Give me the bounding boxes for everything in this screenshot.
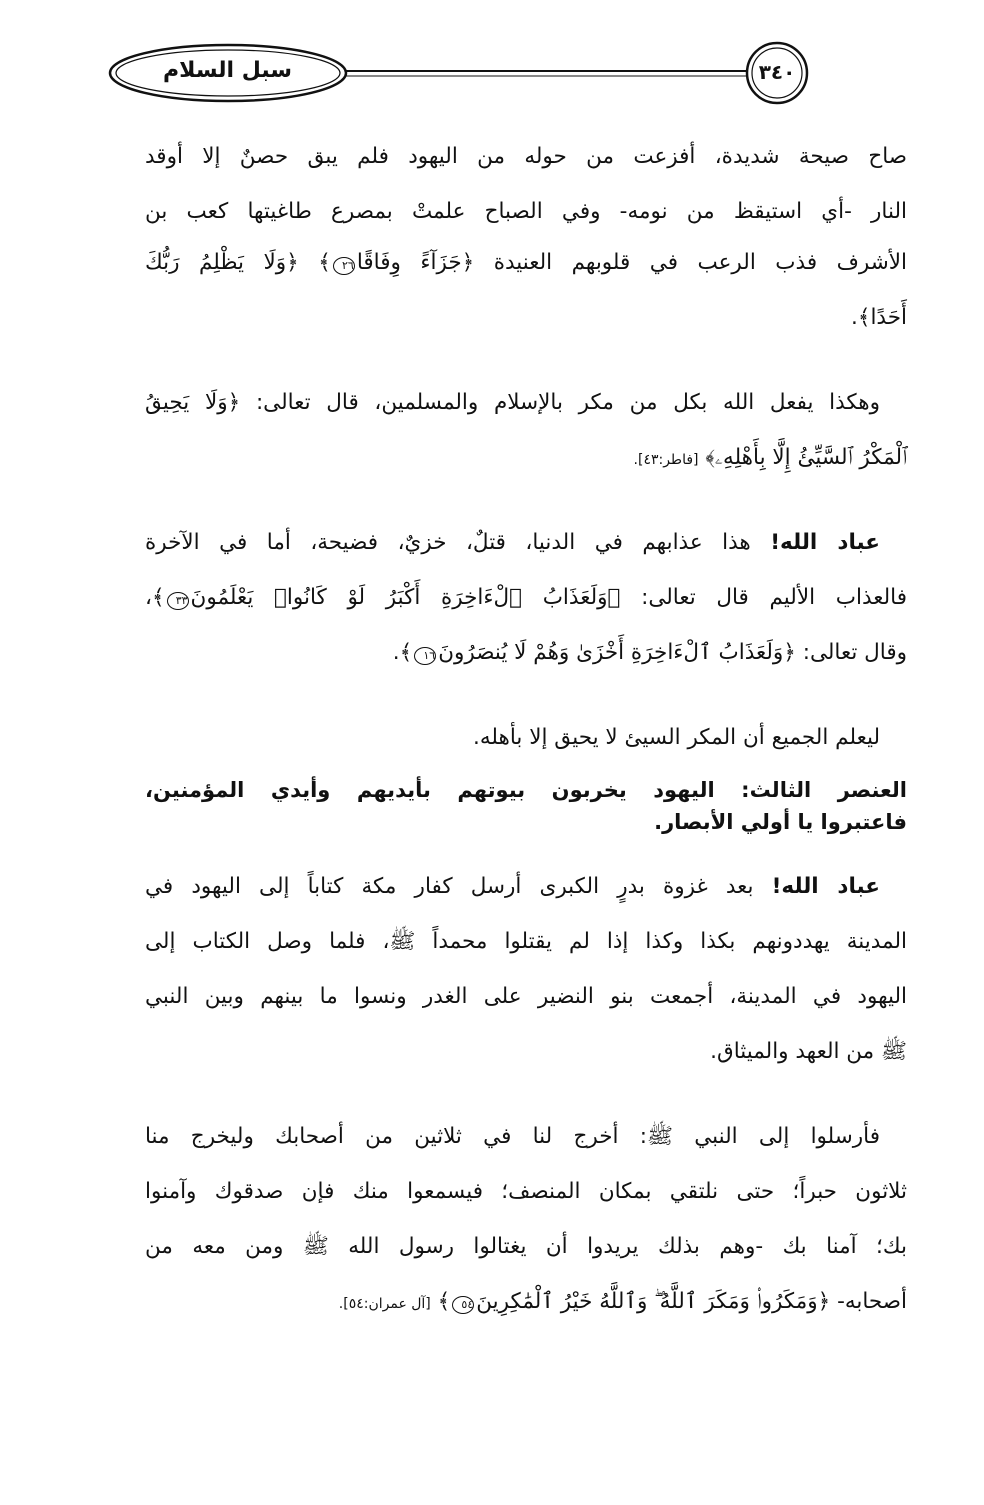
text-span: بعد غزوة بدرٍ الكبرى أرسل كفار مكة كتاباً إلى اليهود في: [145, 874, 772, 899]
quran-verse: ٱلْمَكْرُ ٱلسَّيِّئُ إِلَّا بِأَهْلِهِۦ﴾: [705, 445, 907, 470]
verse-number-marker: ٢٦: [333, 257, 355, 275]
quran-verse: ﴾ ﴿وَلَا يَظْلِمُ رَبُّكَ: [145, 250, 331, 275]
verse-close: ﴾،: [145, 585, 165, 610]
quran-verse: وقال تعالى: ﴿وَلَعَذَابُ ٱلْءَاخِرَةِ أَخْزَىٰ وَهُمْ لَا يُنصَرُونَ: [438, 640, 907, 665]
quran-verse: فالعذاب الأليم قال تعالى: ﴿وَلَعَذَابُ ٱلْءَاخِرَةِ أَكْبَرُ لَوْ كَانُوا۟ يَعْلَمُونَ: [190, 585, 907, 610]
section-heading: العنصر الثالث: اليهود يخربون بيوتهم بأيديهم وأيدي المؤمنين،: [145, 778, 907, 802]
text-span: هذا عذابهم في الدنيا، قتلٌ، خزيٌ، فضيحة، أما في الآخرة: [145, 530, 771, 555]
text-line: [145, 527, 880, 559]
verse-number-marker: ٥٤: [452, 1296, 474, 1314]
text-line: النار -أي استيقظ من نومه- وفي الصباح علمتْ بمصرع طاغيتها كعب بن: [145, 199, 907, 224]
quran-verse: أصحابه- ﴿وَمَكَرُوا۟ وَمَكَرَ ٱللَّهُ ۖ وَٱللَّهُ خَيْرُ ٱلْمَٰكِرِينَ: [476, 1289, 907, 1314]
lead-phrase: عباد الله!: [770, 530, 880, 555]
text-line: ليعلم الجميع أن المكر السيئ لا يحيق إلا بأهله.: [473, 725, 880, 750]
text-line: [145, 871, 880, 903]
section-heading: فاعتبروا يا أولي الأبصار.: [654, 810, 907, 834]
verse-reference: [آل عمران:٥٤].: [338, 1296, 431, 1312]
text-line: المدينة يهددونهم بكذا وكذا إذا لم يقتلوا محمداً ﷺ، فلما وصل الكتاب إلى: [145, 929, 907, 954]
verse-close: ﴾: [437, 1289, 451, 1314]
lead-phrase: عباد الله!: [771, 874, 880, 899]
verse-number-marker: ١٦: [414, 647, 436, 665]
text-line: [145, 1286, 907, 1320]
text-line: صاح صيحة شديدة، أفزعت من حوله من اليهود فلم يبق حصنٌ إلا أوقد: [145, 144, 907, 169]
text-line: بك؛ آمنا بك -وهم بذلك يريدوا أن يغتالوا رسول الله ﷺ ومن معه من: [145, 1234, 907, 1259]
page-header: [0, 0, 984, 130]
book-title: سبل السلام: [163, 58, 292, 83]
text-line: أَحَدًا﴾.: [851, 305, 907, 330]
text-line: [145, 582, 907, 614]
text-line: وهكذا يفعل الله بكل من مكر بالإسلام والمسلمين، قال تعالى: ﴿وَلَا يَحِيقُ: [145, 390, 880, 415]
text-line: فأرسلوا إلى النبي ﷺ: أخرج لنا في ثلاثين من أصحابك وليخرج منا: [145, 1124, 880, 1149]
text-line: ﷺ من العهد والميثاق.: [710, 1039, 907, 1064]
verse-close: ﴾.: [392, 640, 413, 665]
text-line: ثلاثون حبراً؛ حتى نلتقي بمكان المنصف؛ فيسمعوا منك فإن صدقوك وآمنوا: [145, 1179, 907, 1204]
page-number: ٣٤٠: [758, 60, 796, 84]
verse-reference: [فاطر:٤٣].: [633, 452, 699, 468]
text-line: [145, 637, 907, 669]
text-line: [145, 247, 907, 279]
verse-number-marker: ٣٣: [167, 592, 189, 610]
text-line: [145, 442, 907, 476]
text-line: اليهود في المدينة، أجمعت بنو النضير على الغدر ونسوا ما بينهم وبين النبي: [145, 984, 907, 1009]
text-span: الأشرف فذب الرعب في قلوبهم العنيدة ﴿جَزَآءً وِفَاقًا: [356, 250, 907, 275]
